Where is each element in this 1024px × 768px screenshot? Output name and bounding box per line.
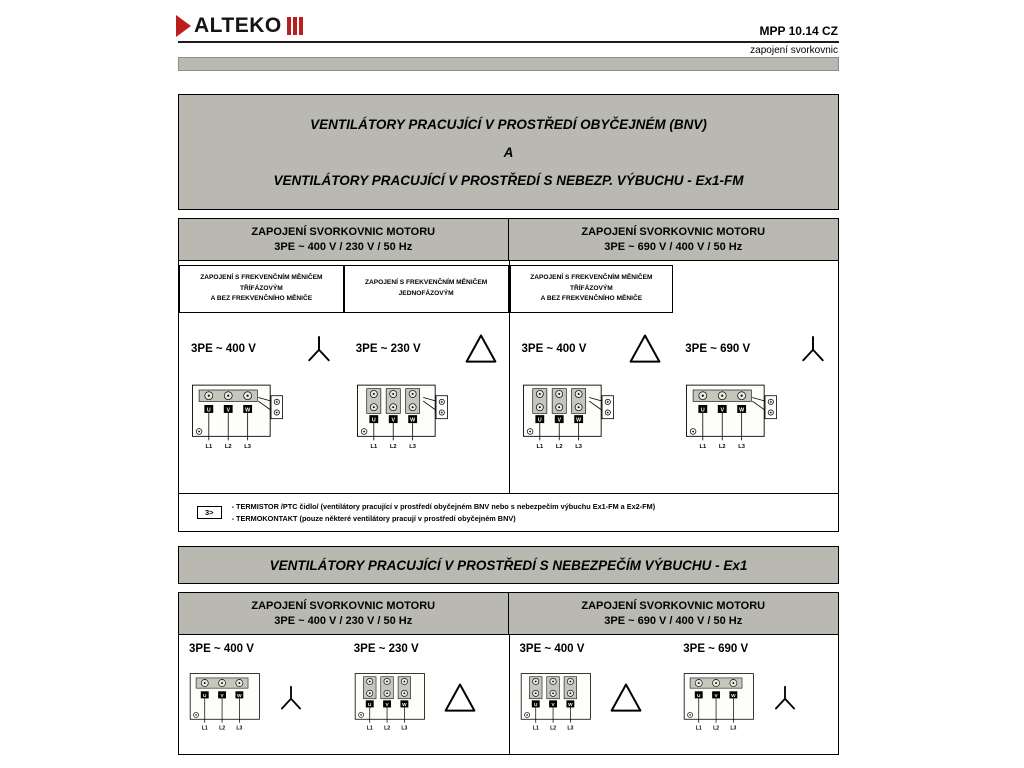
terminal-diagram-area (683, 661, 834, 735)
motor-header-line2: 3PE ~ 690 V / 400 V / 50 Hz (604, 241, 743, 253)
alteko-logo (176, 13, 303, 39)
thermistor-note (179, 493, 838, 531)
terminal-diagram-delta-with-thermistor (522, 371, 630, 454)
note-line-termokontakt: - TERMOKONTAKT (pouze některé ventilátory pracují v prostředí obyčejném BNV) (231, 513, 516, 523)
bnv-title-line1: VENTILÁTORY PRACUJÍCÍ V PROSTŘEDÍ OBYČEJNÉM (BNV) (310, 116, 707, 132)
voltage-label: 3PE ~ 400 V (189, 643, 254, 655)
bnv-column-400v-star (179, 261, 344, 493)
bnv-column-400v-delta (509, 261, 674, 493)
bnv-column-230v-delta (344, 261, 509, 493)
terminal-diagram-delta (354, 661, 428, 735)
subheader-line: ZAPOJENÍ S FREKVENČNÍM MĚNIČEM (364, 279, 488, 287)
voltage-row (191, 329, 334, 369)
star-connection-icon (277, 684, 305, 712)
ex1-panel-headers (179, 593, 838, 635)
terminal-diagram-area (522, 371, 674, 454)
bnv-panel (178, 218, 839, 532)
terminal-diagram-area (189, 661, 340, 735)
section-title-ex1 (178, 546, 839, 584)
bnv-panel-body (179, 261, 838, 493)
terminal-diagram-star (189, 661, 263, 735)
voltage-label: 3PE ~ 400 V (521, 343, 587, 355)
voltage-label: 3PE ~ 400 V (191, 343, 256, 355)
voltage-row (522, 329, 664, 369)
ex1-title-line: VENTILÁTORY PRACUJÍCÍ V PROSTŘEDÍ S NEBEZPEČÍM VÝBUCHU - Ex1 (269, 557, 748, 573)
terminal-diagram-star-with-thermistor (685, 371, 793, 454)
voltage-label: 3PE ~ 400 V (519, 643, 585, 655)
voltage-label: 3PE ~ 690 V (683, 643, 749, 655)
section-title-bnv (178, 94, 839, 210)
motor-header-line1: ZAPOJENÍ SVORKOVNIC MOTORU (581, 600, 766, 612)
ex1-panel-body (179, 635, 838, 754)
bnv-left-motor-header (179, 219, 509, 260)
subheader-line: ZAPOJENÍ S FREKVENČNÍM MĚNIČEM (200, 274, 323, 282)
header-gray-bar (178, 57, 839, 71)
subheader-line: A BEZ FREKVENČNÍHO MĚNIČE (210, 295, 313, 303)
motor-header-line1: ZAPOJENÍ SVORKOVNIC MOTORU (581, 226, 766, 238)
note-line-termistor: - TERMISTOR /PTC čidlo/ (ventilátory pracující v prostředí obyčejném BNV nebo s nebezpečím výbuchu Ex1-FM a Ex2-FM) (231, 501, 656, 511)
subheader-line: A BEZ FREKVENČNÍHO MĚNIČE (540, 295, 643, 303)
subheader-line: TŘÍFÁZOVÝM (569, 284, 613, 292)
star-connection-icon (771, 684, 799, 712)
subheader-line: TŘÍFÁZOVÝM (239, 284, 283, 292)
motor-header-line2: 3PE ~ 400 V / 230 V / 50 Hz (274, 241, 413, 253)
page-subtitle: zapojení svorkovnic (750, 45, 838, 56)
delta-connection-icon (463, 331, 499, 367)
document-code: MPP 10.14 CZ (759, 24, 838, 38)
delta-connection-icon (442, 680, 478, 716)
ex1-column-690v-star (673, 635, 838, 754)
terminal-diagram-area (356, 371, 509, 454)
bnv-title-line2: A (503, 144, 514, 160)
terminal-diagram-area (354, 661, 505, 735)
bnv-col2-subheader (344, 265, 509, 313)
voltage-row (685, 329, 828, 369)
ex1-right-motor-header (509, 593, 839, 634)
voltage-row (356, 329, 499, 369)
bnv-panel-headers (179, 219, 838, 261)
ex1-column-230v-delta (344, 635, 509, 754)
ex1-panel (178, 592, 839, 755)
bnv-column-690v-star (673, 261, 838, 493)
motor-header-line1: ZAPOJENÍ SVORKOVNIC MOTORU (251, 600, 436, 612)
bnv-col1-subheader (179, 265, 344, 313)
bnv-right-motor-header (509, 219, 839, 260)
thermistor-mark: 3> (197, 506, 222, 519)
logo-triangle-icon (176, 15, 191, 37)
star-connection-icon (798, 334, 828, 364)
logo-bars-icon (287, 17, 303, 35)
bnv-title-line3: VENTILÁTORY PRACUJÍCÍ V PROSTŘEDÍ S NEBEZP. VÝBUCHU - Ex1-FM (273, 172, 744, 188)
terminal-diagram-star (683, 661, 757, 735)
motor-header-line2: 3PE ~ 690 V / 400 V / 50 Hz (604, 615, 743, 627)
ex1-column-400v-delta (509, 635, 674, 754)
ex1-left-motor-header (179, 593, 509, 634)
terminal-diagram-area (191, 371, 344, 454)
terminal-diagram-area (520, 661, 670, 735)
delta-connection-icon (608, 680, 644, 716)
terminal-diagram-area (685, 371, 838, 454)
subheader-line: ZAPOJENÍ S FREKVENČNÍM MĚNIČEM (530, 274, 653, 282)
motor-header-line2: 3PE ~ 400 V / 230 V / 50 Hz (274, 615, 413, 627)
star-connection-icon (304, 334, 334, 364)
ex1-column-400v-star (179, 635, 344, 754)
terminal-diagram-delta-with-thermistor (356, 371, 464, 454)
note-lines (232, 501, 656, 524)
voltage-label: 3PE ~ 230 V (353, 643, 419, 655)
motor-header-line1: ZAPOJENÍ SVORKOVNIC MOTORU (251, 226, 436, 238)
terminal-diagram-delta (520, 661, 594, 735)
bnv-col3-subheader (510, 265, 674, 313)
logo-text: ALTEKO (194, 14, 282, 37)
voltage-label: 3PE ~ 690 V (685, 343, 751, 355)
subheader-line: JEDNOFÁZOVÝM (398, 290, 454, 297)
header-rule (178, 41, 839, 43)
voltage-label: 3PE ~ 230 V (355, 343, 421, 355)
delta-connection-icon (627, 331, 663, 367)
terminal-diagram-star-with-thermistor (191, 371, 299, 454)
